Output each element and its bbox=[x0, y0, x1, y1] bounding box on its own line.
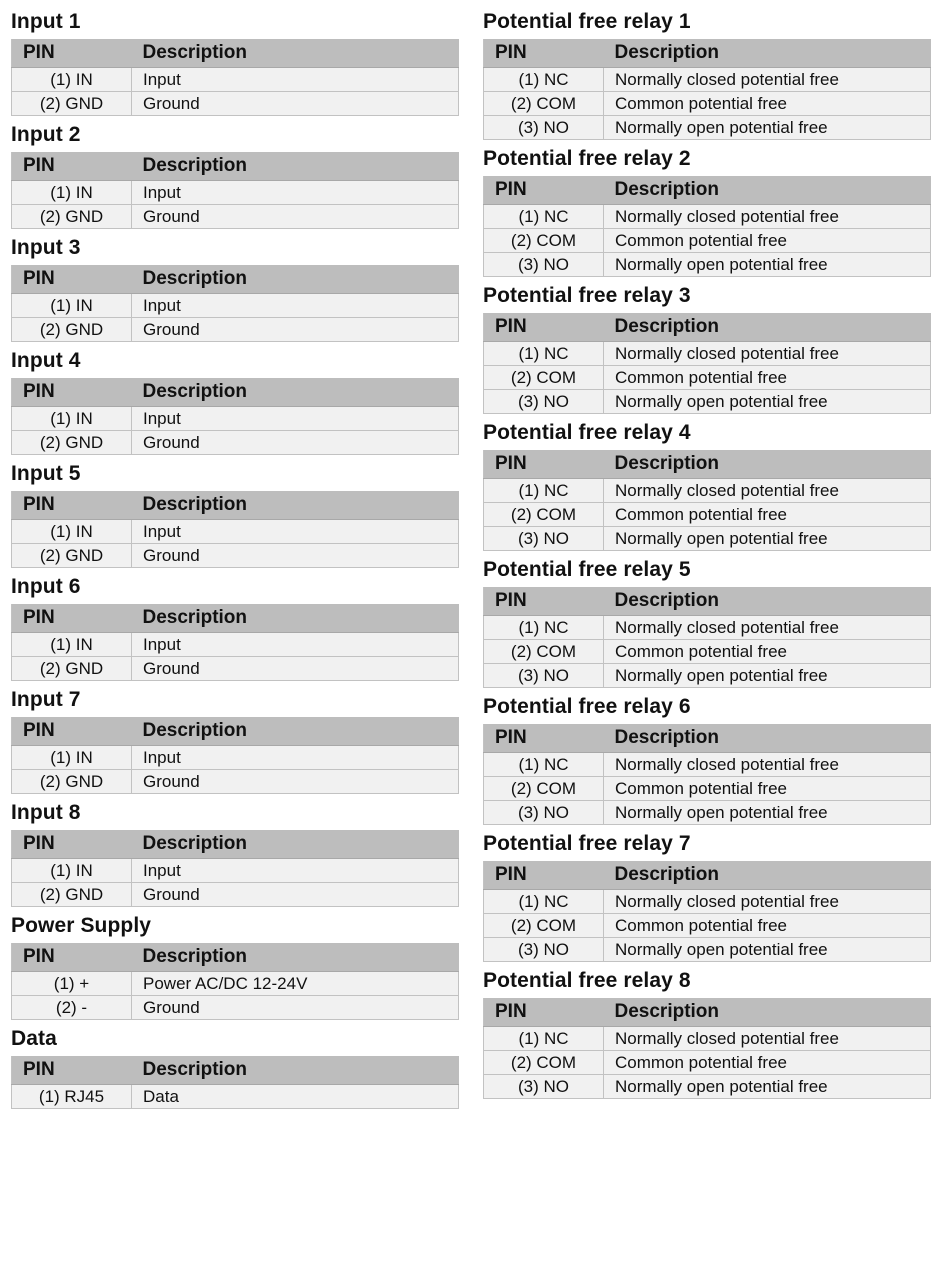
description-cell: Normally open potential free bbox=[604, 390, 931, 414]
table-row bbox=[484, 1075, 931, 1099]
table-row bbox=[12, 972, 459, 996]
description-cell: Normally open potential free bbox=[604, 1075, 931, 1099]
pin-cell: (3) NO bbox=[484, 527, 604, 551]
table-row bbox=[484, 205, 931, 229]
pin-cell: (3) NO bbox=[484, 938, 604, 962]
table-row bbox=[484, 801, 931, 825]
table-row bbox=[12, 633, 459, 657]
description-cell: Ground bbox=[132, 770, 459, 794]
table-row bbox=[12, 996, 459, 1020]
description-cell: Common potential free bbox=[604, 914, 931, 938]
pin-cell: (2) GND bbox=[12, 544, 132, 568]
section-title: Input 1 bbox=[11, 10, 81, 33]
table-row bbox=[484, 616, 931, 640]
description-cell: Normally open potential free bbox=[604, 801, 931, 825]
description-column-header: Description bbox=[132, 943, 459, 972]
pin-table bbox=[11, 152, 459, 229]
table-header-row bbox=[12, 717, 459, 746]
pin-table-section bbox=[483, 419, 931, 551]
description-cell: Normally open potential free bbox=[604, 664, 931, 688]
left-column bbox=[11, 8, 459, 1114]
table-header-row bbox=[484, 861, 931, 890]
pin-table-section bbox=[11, 121, 459, 229]
pin-cell: (2) GND bbox=[12, 318, 132, 342]
table-header-row bbox=[484, 313, 931, 342]
description-cell: Input bbox=[132, 520, 459, 544]
section-title: Input 2 bbox=[11, 123, 81, 146]
table-header-row bbox=[484, 724, 931, 753]
pin-cell: (3) NO bbox=[484, 253, 604, 277]
description-cell: Normally closed potential free bbox=[604, 1027, 931, 1051]
table-row bbox=[484, 1051, 931, 1075]
table-header-row bbox=[12, 152, 459, 181]
table-row bbox=[484, 92, 931, 116]
pin-table bbox=[11, 604, 459, 681]
pin-table-section bbox=[483, 967, 931, 1099]
pin-cell: (1) IN bbox=[12, 633, 132, 657]
table-header-row bbox=[12, 265, 459, 294]
pin-table bbox=[483, 450, 931, 551]
section-title: Input 4 bbox=[11, 349, 81, 372]
pin-cell: (1) IN bbox=[12, 407, 132, 431]
pin-table-section bbox=[11, 8, 459, 116]
description-column-header: Description bbox=[604, 39, 931, 68]
description-cell: Ground bbox=[132, 205, 459, 229]
pin-cell: (2) COM bbox=[484, 503, 604, 527]
pin-cell: (2) - bbox=[12, 996, 132, 1020]
description-cell: Ground bbox=[132, 657, 459, 681]
table-row bbox=[12, 294, 459, 318]
pin-column-header: PIN bbox=[12, 943, 132, 972]
table-row bbox=[12, 746, 459, 770]
description-cell: Normally closed potential free bbox=[604, 479, 931, 503]
pin-table-section bbox=[11, 347, 459, 455]
description-cell: Normally closed potential free bbox=[604, 890, 931, 914]
description-cell: Normally closed potential free bbox=[604, 205, 931, 229]
pin-cell: (1) NC bbox=[484, 68, 604, 92]
pin-cell: (1) NC bbox=[484, 890, 604, 914]
pin-cell: (1) NC bbox=[484, 753, 604, 777]
pin-table bbox=[483, 587, 931, 688]
pin-column-header: PIN bbox=[12, 1056, 132, 1085]
pin-column-header: PIN bbox=[484, 724, 604, 753]
description-cell: Input bbox=[132, 294, 459, 318]
pin-cell: (1) IN bbox=[12, 859, 132, 883]
table-row bbox=[12, 181, 459, 205]
description-cell: Common potential free bbox=[604, 1051, 931, 1075]
section-title: Potential free relay 5 bbox=[483, 558, 691, 581]
pin-table-section bbox=[483, 282, 931, 414]
table-row bbox=[12, 859, 459, 883]
description-cell: Normally closed potential free bbox=[604, 616, 931, 640]
table-header-row bbox=[12, 604, 459, 633]
description-column-header: Description bbox=[132, 378, 459, 407]
pin-table-section bbox=[483, 830, 931, 962]
description-cell: Ground bbox=[132, 996, 459, 1020]
description-column-header: Description bbox=[132, 830, 459, 859]
pin-table bbox=[11, 830, 459, 907]
table-row bbox=[12, 770, 459, 794]
table-row bbox=[12, 1085, 459, 1109]
pin-column-header: PIN bbox=[12, 378, 132, 407]
pin-column-header: PIN bbox=[484, 450, 604, 479]
table-row bbox=[12, 883, 459, 907]
pin-table bbox=[483, 39, 931, 140]
pin-cell: (1) IN bbox=[12, 68, 132, 92]
pin-column-header: PIN bbox=[12, 604, 132, 633]
description-cell: Normally open potential free bbox=[604, 253, 931, 277]
pin-table bbox=[11, 943, 459, 1020]
pin-column-header: PIN bbox=[484, 998, 604, 1027]
pin-column-header: PIN bbox=[484, 587, 604, 616]
description-column-header: Description bbox=[604, 587, 931, 616]
table-row bbox=[484, 890, 931, 914]
pin-column-header: PIN bbox=[484, 176, 604, 205]
pin-cell: (2) COM bbox=[484, 777, 604, 801]
pin-table-section bbox=[11, 234, 459, 342]
pin-table-section bbox=[11, 1025, 459, 1109]
pin-table bbox=[483, 998, 931, 1099]
description-cell: Normally closed potential free bbox=[604, 68, 931, 92]
section-title: Input 3 bbox=[11, 236, 81, 259]
pin-cell: (2) GND bbox=[12, 883, 132, 907]
table-header-row bbox=[12, 830, 459, 859]
table-header-row bbox=[484, 176, 931, 205]
right-column bbox=[483, 8, 931, 1104]
pin-cell: (3) NO bbox=[484, 664, 604, 688]
pin-table bbox=[11, 265, 459, 342]
pin-cell: (1) IN bbox=[12, 181, 132, 205]
pin-cell: (2) GND bbox=[12, 657, 132, 681]
description-column-header: Description bbox=[132, 265, 459, 294]
table-row bbox=[484, 68, 931, 92]
description-cell: Input bbox=[132, 859, 459, 883]
pin-cell: (2) GND bbox=[12, 770, 132, 794]
description-cell: Ground bbox=[132, 544, 459, 568]
table-header-row bbox=[12, 39, 459, 68]
table-row bbox=[484, 938, 931, 962]
pin-table bbox=[483, 176, 931, 277]
pin-column-header: PIN bbox=[12, 152, 132, 181]
pin-table bbox=[483, 861, 931, 962]
description-cell: Normally closed potential free bbox=[604, 342, 931, 366]
table-header-row bbox=[12, 378, 459, 407]
pin-cell: (1) IN bbox=[12, 520, 132, 544]
table-row bbox=[484, 342, 931, 366]
description-cell: Input bbox=[132, 407, 459, 431]
table-row bbox=[484, 753, 931, 777]
description-column-header: Description bbox=[132, 491, 459, 520]
pin-table bbox=[11, 1056, 459, 1109]
description-cell: Common potential free bbox=[604, 229, 931, 253]
pin-table bbox=[11, 39, 459, 116]
pin-table-section bbox=[11, 573, 459, 681]
section-title: Potential free relay 3 bbox=[483, 284, 691, 307]
description-cell: Ground bbox=[132, 318, 459, 342]
description-cell: Power AC/DC 12-24V bbox=[132, 972, 459, 996]
pin-cell: (1) NC bbox=[484, 1027, 604, 1051]
description-cell: Common potential free bbox=[604, 366, 931, 390]
pin-cell: (2) COM bbox=[484, 92, 604, 116]
pin-column-header: PIN bbox=[484, 861, 604, 890]
table-row bbox=[484, 390, 931, 414]
pin-cell: (3) NO bbox=[484, 390, 604, 414]
pin-table-section bbox=[11, 912, 459, 1020]
description-cell: Input bbox=[132, 746, 459, 770]
table-row bbox=[484, 777, 931, 801]
pin-table-section bbox=[483, 145, 931, 277]
description-cell: Input bbox=[132, 181, 459, 205]
description-column-header: Description bbox=[604, 861, 931, 890]
table-row bbox=[12, 520, 459, 544]
pin-cell: (2) GND bbox=[12, 431, 132, 455]
pin-cell: (2) GND bbox=[12, 205, 132, 229]
description-column-header: Description bbox=[132, 152, 459, 181]
pin-table-section bbox=[11, 799, 459, 907]
section-title: Input 8 bbox=[11, 801, 81, 824]
table-header-row bbox=[484, 587, 931, 616]
description-cell: Ground bbox=[132, 883, 459, 907]
table-row bbox=[12, 68, 459, 92]
pin-cell: (2) COM bbox=[484, 914, 604, 938]
description-cell: Common potential free bbox=[604, 503, 931, 527]
section-title: Potential free relay 6 bbox=[483, 695, 691, 718]
pin-column-header: PIN bbox=[12, 39, 132, 68]
pin-cell: (2) COM bbox=[484, 1051, 604, 1075]
pin-table-section bbox=[483, 693, 931, 825]
pin-cell: (2) COM bbox=[484, 229, 604, 253]
description-cell: Normally open potential free bbox=[604, 938, 931, 962]
pin-cell: (1) IN bbox=[12, 294, 132, 318]
pin-table-section bbox=[11, 686, 459, 794]
section-title: Potential free relay 7 bbox=[483, 832, 691, 855]
section-title: Data bbox=[11, 1027, 57, 1050]
pin-table-section bbox=[483, 556, 931, 688]
section-title: Input 7 bbox=[11, 688, 81, 711]
table-row bbox=[484, 1027, 931, 1051]
pin-cell: (3) NO bbox=[484, 116, 604, 140]
pin-cell: (1) NC bbox=[484, 479, 604, 503]
description-column-header: Description bbox=[604, 176, 931, 205]
table-row bbox=[484, 229, 931, 253]
table-row bbox=[484, 503, 931, 527]
description-cell: Common potential free bbox=[604, 777, 931, 801]
pin-cell: (1) NC bbox=[484, 616, 604, 640]
description-cell: Normally open potential free bbox=[604, 527, 931, 551]
table-header-row bbox=[12, 943, 459, 972]
table-header-row bbox=[484, 450, 931, 479]
section-title: Potential free relay 8 bbox=[483, 969, 691, 992]
pin-table bbox=[11, 491, 459, 568]
pin-cell: (1) NC bbox=[484, 205, 604, 229]
description-column-header: Description bbox=[604, 998, 931, 1027]
description-cell: Input bbox=[132, 633, 459, 657]
description-cell: Input bbox=[132, 68, 459, 92]
table-row bbox=[12, 92, 459, 116]
table-row bbox=[484, 479, 931, 503]
table-row bbox=[484, 664, 931, 688]
table-header-row bbox=[484, 39, 931, 68]
table-row bbox=[12, 205, 459, 229]
pin-table-section bbox=[11, 460, 459, 568]
description-column-header: Description bbox=[604, 450, 931, 479]
section-title: Input 5 bbox=[11, 462, 81, 485]
pin-column-header: PIN bbox=[12, 717, 132, 746]
table-row bbox=[484, 116, 931, 140]
description-column-header: Description bbox=[604, 724, 931, 753]
description-cell: Normally closed potential free bbox=[604, 753, 931, 777]
pin-table bbox=[483, 724, 931, 825]
pin-cell: (1) NC bbox=[484, 342, 604, 366]
pin-table bbox=[483, 313, 931, 414]
section-title: Potential free relay 2 bbox=[483, 147, 691, 170]
table-row bbox=[12, 544, 459, 568]
table-header-row bbox=[12, 491, 459, 520]
pin-column-header: PIN bbox=[12, 830, 132, 859]
table-row bbox=[484, 914, 931, 938]
section-title: Power Supply bbox=[11, 914, 152, 937]
pin-cell: (2) GND bbox=[12, 92, 132, 116]
table-row bbox=[12, 431, 459, 455]
pin-table bbox=[11, 378, 459, 455]
description-column-header: Description bbox=[132, 1056, 459, 1085]
description-column-header: Description bbox=[132, 717, 459, 746]
table-row bbox=[12, 407, 459, 431]
pin-column-header: PIN bbox=[12, 265, 132, 294]
description-cell: Common potential free bbox=[604, 92, 931, 116]
table-row bbox=[12, 657, 459, 681]
description-cell: Ground bbox=[132, 92, 459, 116]
description-cell: Common potential free bbox=[604, 640, 931, 664]
table-header-row bbox=[484, 998, 931, 1027]
description-cell: Ground bbox=[132, 431, 459, 455]
pin-cell: (3) NO bbox=[484, 801, 604, 825]
section-title: Potential free relay 1 bbox=[483, 10, 691, 33]
table-row bbox=[484, 527, 931, 551]
table-row bbox=[484, 253, 931, 277]
pin-table bbox=[11, 717, 459, 794]
table-row bbox=[12, 318, 459, 342]
pin-column-header: PIN bbox=[12, 491, 132, 520]
description-column-header: Description bbox=[132, 39, 459, 68]
table-header-row bbox=[12, 1056, 459, 1085]
pin-table-section bbox=[483, 8, 931, 140]
pin-cell: (2) COM bbox=[484, 640, 604, 664]
pin-cell: (1) RJ45 bbox=[12, 1085, 132, 1109]
description-column-header: Description bbox=[132, 604, 459, 633]
pin-cell: (1) IN bbox=[12, 746, 132, 770]
table-row bbox=[484, 640, 931, 664]
pin-column-header: PIN bbox=[484, 39, 604, 68]
description-column-header: Description bbox=[604, 313, 931, 342]
section-title: Input 6 bbox=[11, 575, 81, 598]
table-row bbox=[484, 366, 931, 390]
section-title: Potential free relay 4 bbox=[483, 421, 691, 444]
description-cell: Normally open potential free bbox=[604, 116, 931, 140]
pin-column-header: PIN bbox=[484, 313, 604, 342]
pin-cell: (3) NO bbox=[484, 1075, 604, 1099]
pin-cell: (2) COM bbox=[484, 366, 604, 390]
description-cell: Data bbox=[132, 1085, 459, 1109]
pin-cell: (1) + bbox=[12, 972, 132, 996]
